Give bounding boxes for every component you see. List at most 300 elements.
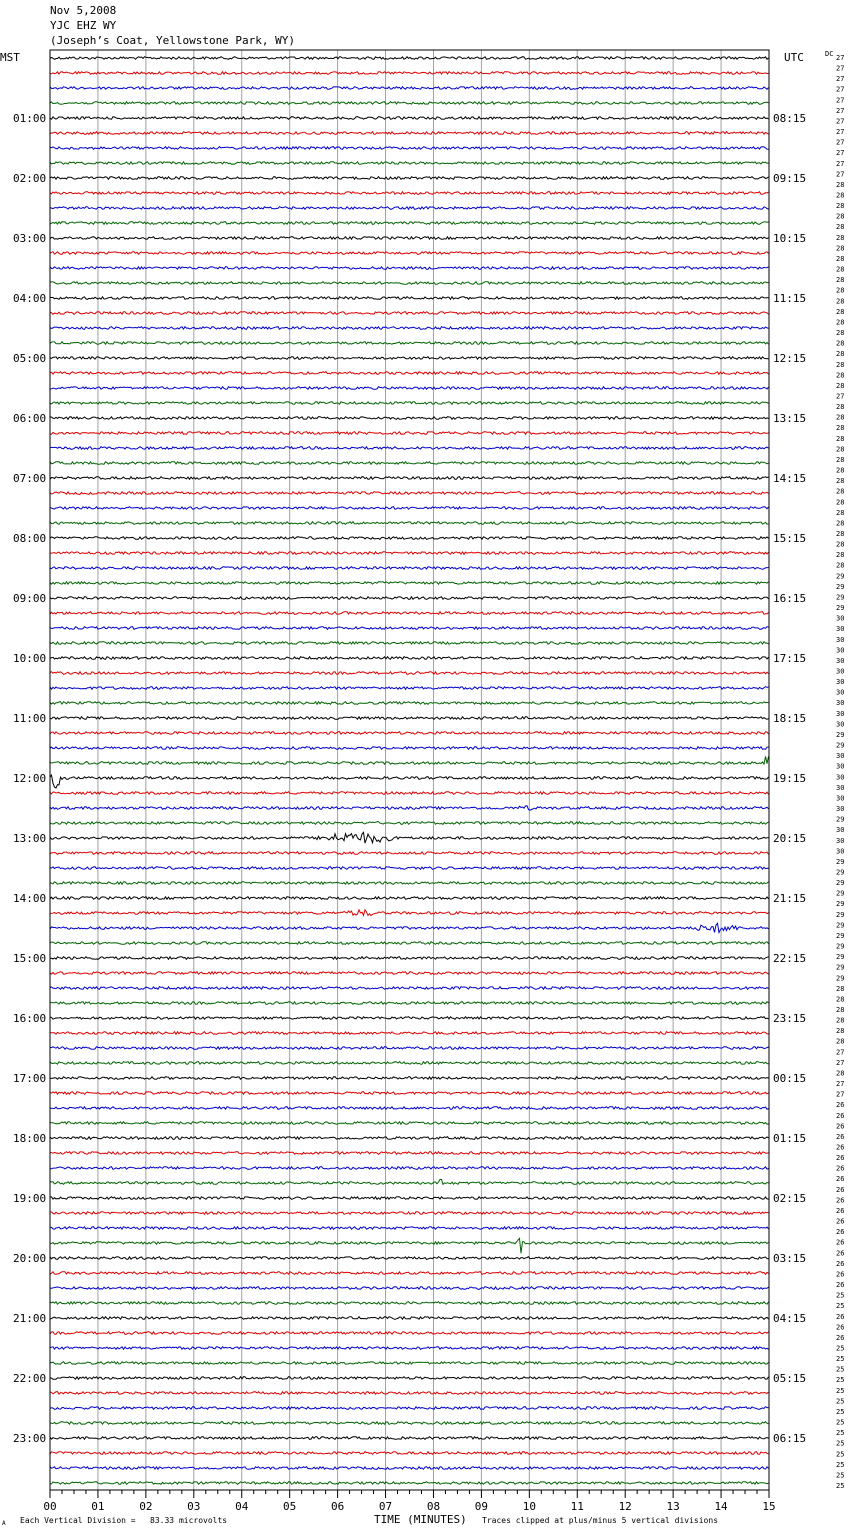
dc-offset-value: 28: [836, 254, 845, 263]
seismic-trace: [50, 1377, 769, 1380]
dc-offset-value: 29: [836, 604, 845, 613]
dc-offset-value: 30: [836, 656, 845, 665]
seismic-trace: [50, 327, 769, 330]
seismic-trace: [50, 1152, 769, 1155]
seismic-trace: [50, 492, 769, 495]
dc-offset-value: 28: [836, 995, 845, 1004]
dc-offset-value: 28: [836, 434, 845, 443]
dc-offset-value: 28: [836, 424, 845, 433]
dc-offset-value: 27: [836, 1058, 845, 1067]
seismic-trace: [50, 687, 769, 690]
dc-offset-value: 27: [836, 96, 845, 105]
dc-offset-value: 25: [836, 1418, 845, 1427]
seismic-trace: [50, 832, 769, 843]
dc-offset-value: 27: [836, 75, 845, 84]
dc-offset-value: 29: [836, 889, 845, 898]
mst-hour-label: 06:00: [13, 412, 47, 425]
utc-hour-label: 08:15: [773, 112, 807, 125]
seismic-trace: [50, 923, 769, 932]
dc-offset-value: 26: [836, 1143, 845, 1152]
x-axis-title: TIME (MINUTES): [374, 1513, 467, 1526]
dc-offset-value: 28: [836, 381, 845, 390]
seismic-trace: [50, 1167, 769, 1170]
dc-offset-value: 26: [836, 1196, 845, 1205]
seismic-trace: [50, 282, 769, 285]
dc-offset-value: 28: [836, 307, 845, 316]
dc-offset-value: 28: [836, 265, 845, 274]
dc-offset-value: 30: [836, 794, 845, 803]
seismic-trace: [50, 1257, 769, 1260]
seismic-trace: [50, 957, 769, 960]
seismic-trace: [50, 87, 769, 90]
mst-hour-label: 21:00: [13, 1312, 47, 1325]
dc-offset-value: 29: [836, 741, 845, 750]
utc-hour-label: 01:15: [773, 1132, 807, 1145]
x-tick-label: 14: [714, 1500, 728, 1513]
utc-hour-label: 10:15: [773, 232, 807, 245]
seismic-trace: [50, 267, 769, 270]
utc-hour-label: 18:15: [773, 712, 807, 725]
dc-offset-value: 26: [836, 1323, 845, 1332]
utc-hour-label: 09:15: [773, 172, 807, 185]
utc-hour-label: 02:15: [773, 1192, 807, 1205]
seismic-trace: [50, 1317, 769, 1320]
dc-offset-value: 27: [836, 149, 845, 158]
dc-offset-value: 26: [836, 1249, 845, 1258]
clip-note: Traces clipped at plus/minus 5 vertical divisions: [482, 1516, 719, 1525]
seismic-trace: [50, 657, 769, 660]
dc-offset-value: 25: [836, 1407, 845, 1416]
mst-hour-label: 17:00: [13, 1072, 47, 1085]
utc-hour-label: 20:15: [773, 832, 807, 845]
seismic-trace: [50, 1197, 769, 1200]
dc-offset-value: 28: [836, 508, 845, 517]
seismic-trace: [50, 867, 769, 870]
seismic-trace: [50, 1137, 769, 1140]
dc-offset-value: 28: [836, 339, 845, 348]
dc-offset-value: 25: [836, 1291, 845, 1300]
seismic-trace: [50, 1347, 769, 1350]
utc-label: UTC: [784, 51, 804, 64]
mst-hour-label: 13:00: [13, 832, 47, 845]
dc-offset-value: 27: [836, 159, 845, 168]
dc-offset-value: 28: [836, 1037, 845, 1046]
header-date: Nov 5,2008: [50, 4, 117, 17]
dc-offset-value: 26: [836, 1154, 845, 1163]
dc-offset-value: 26: [836, 1281, 845, 1290]
dc-offset-value: 28: [836, 371, 845, 380]
seismic-trace: [50, 237, 769, 240]
seismic-trace: [50, 72, 769, 75]
x-axis: [43, 1490, 775, 1513]
header-station: YJC EHZ WY: [50, 19, 117, 32]
dc-offset-value: 26: [836, 1175, 845, 1184]
seismic-trace: [50, 1179, 769, 1184]
dc-offset-value: 28: [836, 1027, 845, 1036]
dc-offset-value: 30: [836, 783, 845, 792]
seismic-trace: [50, 1122, 769, 1125]
dc-offset-value: 29: [836, 900, 845, 909]
seismic-trace: [50, 522, 769, 525]
seismic-trace: [50, 642, 769, 645]
dc-offset-value: 29: [836, 582, 845, 591]
dc-offset-value: 27: [836, 1080, 845, 1089]
dc-offset-value: 30: [836, 709, 845, 718]
seismic-trace: [50, 775, 769, 788]
seismic-trace: [50, 897, 769, 900]
mst-hour-label: 14:00: [13, 892, 47, 905]
seismic-trace: [50, 117, 769, 120]
seismic-trace: [50, 1482, 769, 1485]
dc-offset-value: 28: [836, 551, 845, 560]
dc-offset-value: 28: [836, 455, 845, 464]
dc-offset-value: 25: [836, 1450, 845, 1459]
seismic-trace: [50, 1287, 769, 1290]
dc-offset-value: 25: [836, 1471, 845, 1480]
trace-group: [50, 57, 769, 1485]
dc-offset-value: 28: [836, 1069, 845, 1078]
dc-offset-value: 28: [836, 477, 845, 486]
utc-hour-label: 23:15: [773, 1012, 807, 1025]
seismic-trace: [50, 462, 769, 465]
mst-hour-label: 02:00: [13, 172, 47, 185]
dc-offset-value: 30: [836, 752, 845, 761]
x-tick-label: 08: [426, 1500, 441, 1513]
utc-hour-label: 17:15: [773, 652, 807, 665]
dc-offset-value: 28: [836, 984, 845, 993]
seismic-trace: [50, 222, 769, 225]
mst-hour-label: 08:00: [13, 532, 47, 545]
dc-offset-value: 30: [836, 836, 845, 845]
dc-offset-value: 25: [836, 1344, 845, 1353]
seismic-trace: [50, 192, 769, 195]
x-tick-label: 10: [522, 1500, 536, 1513]
dc-offset-value: 29: [836, 921, 845, 930]
dc-offset-value: 27: [836, 117, 845, 126]
seismic-trace: [50, 102, 769, 105]
dc-offset-value: 29: [836, 868, 845, 877]
x-tick-label: 15: [762, 1500, 776, 1513]
dc-offset-value: 28: [836, 297, 845, 306]
seismic-trace: [50, 1047, 769, 1050]
dc-offset-value: 28: [836, 530, 845, 538]
seismic-trace: [50, 1392, 769, 1395]
dc-offset-value: 29: [836, 857, 845, 866]
dc-offset-value: 26: [836, 1206, 845, 1215]
seismic-trace: [50, 507, 769, 510]
dc-offset-value: 28: [836, 498, 845, 507]
dc-offset-value: 29: [836, 910, 845, 919]
seismic-trace: [50, 882, 769, 885]
dc-offset-value: 28: [836, 286, 845, 295]
dc-offset-value: 29: [836, 974, 845, 983]
seismic-trace: [50, 537, 769, 540]
seismic-trace: [50, 747, 769, 750]
seismic-trace: [50, 582, 769, 585]
utc-hour-label: 13:15: [773, 412, 807, 425]
seismic-trace: [50, 852, 769, 855]
dc-offset-value: 27: [836, 85, 845, 94]
x-tick-label: 09: [474, 1500, 489, 1513]
dc-offset-value: 25: [836, 1429, 845, 1438]
dc-offset-value: 26: [836, 1132, 845, 1141]
mst-label: MST: [0, 51, 20, 64]
seismic-trace: [50, 477, 769, 480]
seismic-trace: [50, 1092, 769, 1095]
seismic-trace: [50, 552, 769, 555]
dc-offset-value: 27: [836, 1090, 845, 1099]
dc-offset-value: 28: [836, 276, 845, 285]
seismic-trace: [50, 417, 769, 420]
seismic-trace: [50, 372, 769, 375]
dc-offset-value: 30: [836, 762, 845, 771]
dc-offset-value: 26: [836, 1101, 845, 1110]
dc-offset-value: 25: [836, 1386, 845, 1395]
seismic-trace: [50, 1467, 769, 1470]
dc-offset-value: 28: [836, 413, 845, 422]
seismic-trace: [50, 987, 769, 990]
left-hour-labels: [13, 112, 46, 1445]
mst-hour-label: 05:00: [13, 352, 47, 365]
seismic-trace: [50, 432, 769, 435]
utc-hour-label: 03:15: [773, 1252, 807, 1265]
seismic-trace: [50, 1077, 769, 1080]
seismic-trace: [50, 57, 769, 60]
x-tick-label: 13: [666, 1500, 680, 1513]
x-tick-label: 00: [43, 1500, 57, 1513]
x-tick-label: 04: [235, 1500, 249, 1513]
seismic-trace: [50, 717, 769, 720]
seismic-trace: [50, 910, 769, 916]
seismic-trace: [50, 1302, 769, 1305]
seismic-trace: [50, 1362, 769, 1365]
x-tick-label: 02: [139, 1500, 153, 1513]
seismic-trace: [50, 177, 769, 180]
header-location: (Joseph’s Coat, Yellowstone Park, WY): [50, 34, 296, 47]
dc-offset-value: 30: [836, 635, 845, 644]
seismic-trace: [50, 357, 769, 360]
dc-offset-value: 29: [836, 815, 845, 824]
utc-hour-label: 19:15: [773, 772, 807, 785]
x-tick-label: 01: [91, 1500, 105, 1513]
seismic-trace: [50, 1437, 769, 1440]
mst-hour-label: 19:00: [13, 1192, 47, 1205]
dc-offset-value: 28: [836, 561, 845, 570]
dc-offset-value: 28: [836, 202, 845, 211]
dc-offset-value: 27: [836, 128, 845, 137]
seismic-trace: [50, 806, 769, 811]
mst-hour-label: 16:00: [13, 1012, 47, 1025]
mst-hour-label: 15:00: [13, 952, 47, 965]
dc-offset-value: 28: [836, 360, 845, 369]
utc-hour-label: 16:15: [773, 592, 807, 605]
dc-offset-value: 28: [836, 329, 845, 338]
dc-offset-value: 27: [836, 170, 845, 179]
dc-offset-value: 25: [836, 1482, 845, 1490]
dc-offset-value: 28: [836, 540, 845, 549]
dc-offset-value: 30: [836, 805, 845, 814]
seismic-trace: [50, 447, 769, 450]
seismic-trace: [50, 297, 769, 300]
utc-hour-label: 00:15: [773, 1072, 807, 1085]
dc-offset-value: 29: [836, 879, 845, 888]
utc-hour-label: 05:15: [773, 1372, 807, 1385]
right-hour-labels: [773, 112, 806, 1445]
mst-hour-label: 12:00: [13, 772, 47, 785]
dc-offset-value: 26: [836, 1333, 845, 1342]
mst-hour-label: 18:00: [13, 1132, 47, 1145]
seismic-trace: [50, 597, 769, 600]
mst-hour-label: 10:00: [13, 652, 47, 665]
seismic-trace: [50, 1032, 769, 1035]
seismic-trace: [50, 402, 769, 405]
seismic-trace: [50, 672, 769, 675]
dc-offset-value: 25: [836, 1365, 845, 1374]
seismic-trace: [50, 1332, 769, 1335]
dc-offset-value: 28: [836, 318, 845, 327]
dc-offset-value: 26: [836, 1259, 845, 1268]
seismic-trace: [50, 207, 769, 210]
dc-offset-value: 30: [836, 773, 845, 782]
dc-offset-value: 26: [836, 1217, 845, 1226]
mst-hour-label: 04:00: [13, 292, 47, 305]
seismic-trace: [50, 1238, 769, 1253]
seismic-trace: [50, 567, 769, 570]
utc-hour-label: 22:15: [773, 952, 807, 965]
seismic-trace: [50, 612, 769, 615]
dc-offset-labels: [836, 54, 844, 1490]
dc-offset-value: 28: [836, 1016, 845, 1025]
seismic-trace: [50, 702, 769, 705]
dc-offset-value: 28: [836, 487, 845, 496]
dc-offset-value: 26: [836, 1185, 845, 1194]
x-tick-label: 03: [187, 1500, 201, 1513]
seismic-trace: [50, 252, 769, 255]
seismic-trace: [50, 627, 769, 630]
utc-hour-label: 21:15: [773, 892, 807, 905]
dc-offset-value: 28: [836, 244, 845, 253]
utc-hour-label: 11:15: [773, 292, 807, 305]
dc-offset-value: 30: [836, 646, 845, 655]
utc-hour-label: 15:15: [773, 532, 807, 545]
seismic-trace: [50, 792, 769, 795]
dc-offset-value: 25: [836, 1460, 845, 1469]
dc-offset-value: 25: [836, 1439, 845, 1448]
seismic-trace: [50, 147, 769, 150]
utc-hour-label: 04:15: [773, 1312, 807, 1325]
utc-hour-label: 06:15: [773, 1432, 807, 1445]
seismic-trace: [50, 972, 769, 975]
seismic-trace: [50, 1452, 769, 1455]
dc-offset-value: 28: [836, 191, 845, 200]
seismic-trace: [50, 162, 769, 165]
dc-offset-value: 28: [836, 180, 845, 189]
dc-offset-value: 28: [836, 212, 845, 221]
scale-note: Each Vertical Division = 83.33 microvolts: [20, 1516, 228, 1525]
dc-offset-value: 30: [836, 847, 845, 856]
seismic-trace: [50, 312, 769, 315]
seismic-trace: [50, 1017, 769, 1020]
utc-hour-label: 14:15: [773, 472, 807, 485]
dc-offset-value: 30: [836, 667, 845, 676]
dc-offset-value: 29: [836, 730, 845, 739]
seismic-trace: [50, 1002, 769, 1005]
dc-offset-value: 28: [836, 223, 845, 232]
dc-offset-value: 26: [836, 1164, 845, 1173]
dc-offset-value: 25: [836, 1302, 845, 1311]
dc-offset-value: 28: [836, 519, 845, 528]
dc-offset-value: 29: [836, 572, 845, 581]
dc-offset-value: 28: [836, 233, 845, 242]
seismic-trace: [50, 387, 769, 390]
utc-hour-label: 12:15: [773, 352, 807, 365]
dc-offset-value: 27: [836, 64, 845, 73]
dc-offset-value: 27: [836, 1048, 845, 1057]
dc-offset-value: 30: [836, 614, 845, 623]
mst-hour-label: 20:00: [13, 1252, 47, 1265]
corner-mark: A: [2, 1520, 6, 1527]
dc-offset-value: 28: [836, 350, 845, 359]
dc-offset-value: 26: [836, 1270, 845, 1279]
dc-offset-value: 28: [836, 445, 845, 454]
dc-offset-value: 28: [836, 466, 845, 475]
seismic-trace: [50, 756, 769, 764]
dc-offset-value: 30: [836, 678, 845, 687]
mst-hour-label: 22:00: [13, 1372, 47, 1385]
mst-hour-label: 01:00: [13, 112, 47, 125]
dc-offset-value: 27: [836, 106, 845, 115]
dc-offset-value: 27: [836, 138, 845, 147]
seismic-trace: [50, 1107, 769, 1110]
mst-hour-label: 09:00: [13, 592, 47, 605]
seismic-trace: [50, 732, 769, 735]
seismic-trace: [50, 342, 769, 345]
seismic-trace: [50, 942, 769, 945]
seismic-trace: [50, 1062, 769, 1065]
seismic-trace: [50, 1272, 769, 1275]
seismic-trace: [50, 1227, 769, 1230]
dc-offset-value: 25: [836, 1397, 845, 1406]
seismic-trace: [50, 822, 769, 825]
dc-offset-value: 28: [836, 403, 845, 412]
dc-offset-value: 29: [836, 593, 845, 602]
x-tick-label: 11: [570, 1500, 584, 1513]
seismic-trace: [50, 1407, 769, 1410]
x-tick-label: 07: [378, 1500, 393, 1513]
dc-offset-value: 26: [836, 1228, 845, 1237]
dc-offset-value: 28: [836, 1006, 845, 1014]
dc-offset-value: 29: [836, 942, 845, 951]
dc-label: DC: [825, 50, 834, 58]
mst-hour-label: 11:00: [13, 712, 47, 725]
mst-hour-label: 23:00: [13, 1432, 47, 1445]
dc-offset-value: 25: [836, 1376, 845, 1385]
dc-offset-value: 27: [836, 54, 845, 62]
dc-offset-value: 26: [836, 1312, 845, 1321]
dc-offset-value: 26: [836, 1122, 845, 1131]
dc-offset-value: 29: [836, 953, 845, 962]
dc-offset-value: 27: [836, 392, 845, 401]
dc-offset-value: 30: [836, 720, 845, 729]
mst-hour-label: 07:00: [13, 472, 47, 485]
dc-offset-value: 30: [836, 625, 845, 634]
dc-offset-value: 26: [836, 1238, 845, 1247]
dc-offset-value: 30: [836, 688, 845, 697]
x-tick-label: 12: [618, 1500, 632, 1513]
x-tick-label: 06: [330, 1500, 345, 1513]
dc-offset-value: 29: [836, 963, 845, 972]
dc-offset-value: 30: [836, 826, 845, 835]
